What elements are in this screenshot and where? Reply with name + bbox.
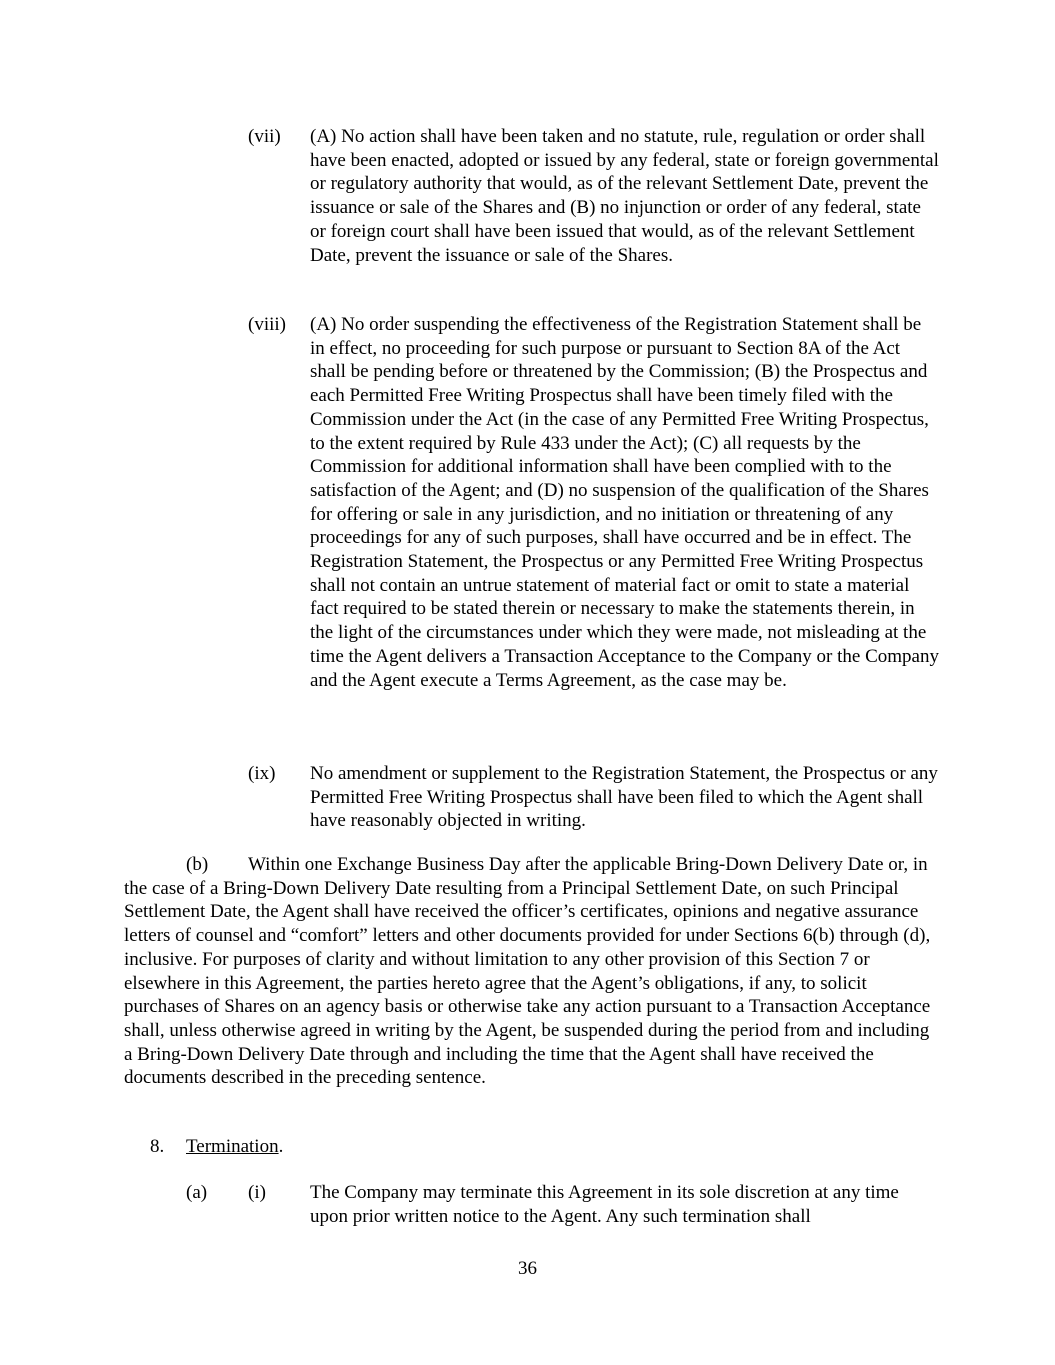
- clause-ix: [248, 762, 948, 833]
- section-8-title: Termination: [186, 1136, 279, 1157]
- clause-viii-text: (A) No order suspending the effectiveness of the Registration Statement shall be in effect, no proceeding for such purpose or pursuant to Section 8A of the Act shall be pending before or threatened by the Commission; (B) the Prospectus and each Permitted Free Writing Prospectus shall have been timely filed with the Commission under the Act (in the case of any Permitted Free Writing Prospectus, to the extent required by Rule 433 under the Act); (C) all requests by the Commission for additional information shall have been complied with to the satisfaction of the Agent; and (D) no suspension of the qualification of the Shares for offering or sale in any jurisdiction, and no initiation or threatening of any proceedings for any of such purposes, shall have occurred and be in effect. The Registration Statement, the Prospectus or any Permitted Free Writing Prospectus shall not contain an untrue statement of material fact or omit to state a material fact required to be stated therein or necessary to make the statements therein, in the light of the circumstances under which they were made, not misleading at the time the Agent delivers a Transaction Acceptance to the Company or the Company and the Agent execute a Terms Agreement, as the case may be.: [310, 314, 939, 691]
- clause-ix-text: No amendment or supplement to the Registration Statement, the Prospectus or any Permitted Free Writing Prospectus shall have been filed to which the Agent shall have reasonably objected in writing.: [310, 763, 938, 832]
- section-8-heading: [150, 1135, 283, 1159]
- clause-viii: [248, 313, 948, 692]
- section-8-number: 8.: [150, 1136, 165, 1157]
- paragraph-b-text: Within one Exchange Business Day after the applicable Bring-Down Delivery Date or, in the case of a Bring-Down Delivery Date resulting from a Principal Settlement Date, on such Principal Settlement Date, the Agent shall have received the officer’s certificates, opinions and negative assurance letters of counsel and “comfort” letters and other documents provided for under Sections 6(b) through (d), inclusive. For purposes of clarity and without limitation to any other provision of this Section 7 or elsewhere in this Agreement, the parties hereto agree that the Agent’s obligations, if any, to solicit purchases of Shares on an agency basis or otherwise take any action pursuant to a Transaction Acceptance shall, unless otherwise agreed in writing by the Agent, be suspended during the period from and including a Bring-Down Delivery Date through and including the time that the Agent shall have received the documents described in the preceding sentence.: [124, 854, 931, 1089]
- clause-i-label: (i): [248, 1182, 266, 1203]
- clause-vii: [248, 125, 948, 267]
- clause-vii-text: (A) No action shall have been taken and no statute, rule, regulation or order shall have been enacted, adopted or issued by any federal, state or foreign governmental or regulatory authority that would, as of the relevant Settlement Date, prevent the issuance or sale of the Shares and (B) no injunction or order of any federal, state or foreign court shall have been issued that would, as of the relevant Settlement Date, prevent the issuance or sale of the Shares.: [310, 126, 939, 266]
- clause-vii-number: (vii): [248, 126, 281, 147]
- page-number: 36: [518, 1258, 537, 1279]
- paragraph-b: [124, 853, 939, 1090]
- clause-a-i-text: The Company may terminate this Agreement in its sole discretion at any time upon prior written notice to the Agent. Any such termination shall: [310, 1182, 899, 1227]
- section-8-period: .: [278, 1136, 284, 1157]
- clause-a-i: [186, 1181, 946, 1228]
- paragraph-b-label: (b): [186, 854, 209, 875]
- clause-ix-number: (ix): [248, 763, 276, 784]
- clause-viii-number: (viii): [248, 314, 286, 335]
- clause-a-label: (a): [186, 1182, 208, 1203]
